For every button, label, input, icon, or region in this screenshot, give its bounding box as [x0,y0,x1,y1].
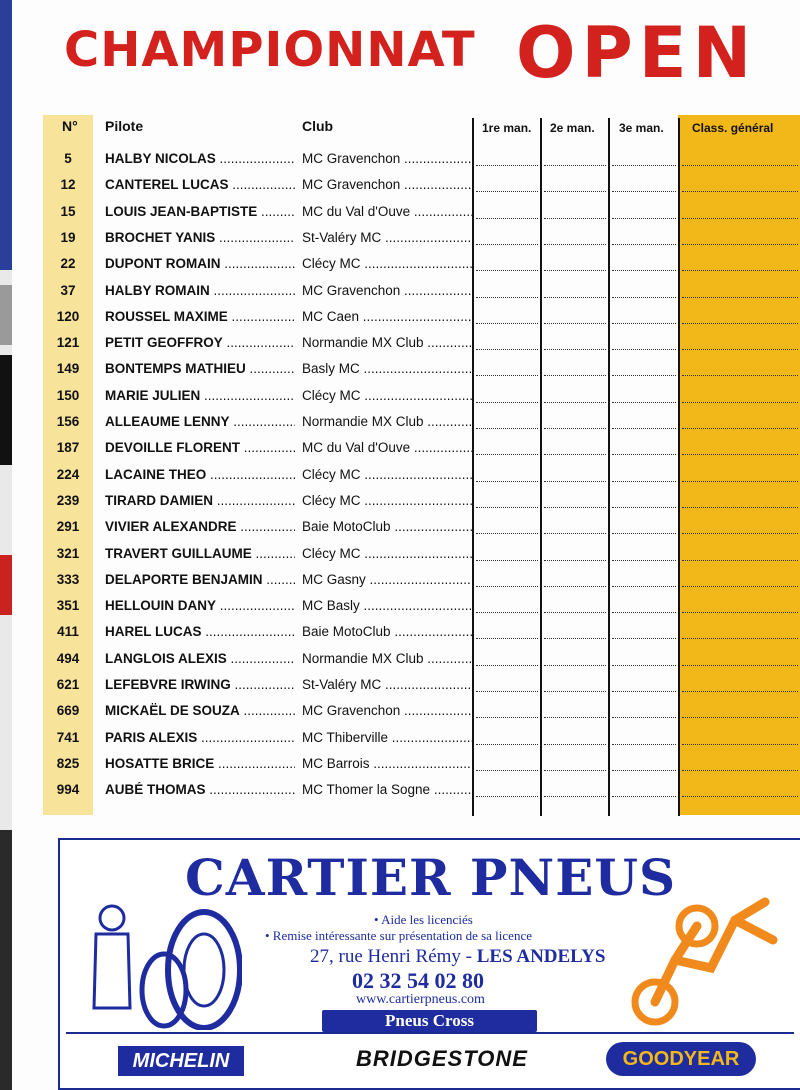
title-championnat: CHAMPIONNAT [64,22,476,78]
result-entry-line [612,784,676,797]
table-row [0,198,800,224]
result-entry-line [682,705,798,718]
result-entry-line [682,732,798,745]
rider-number: 12 [60,177,76,193]
header-run-1: 1re man. [482,121,532,135]
result-entry-line [612,600,676,613]
table-row [0,250,800,276]
result-entry-line [544,442,606,455]
header-run-3: 3e man. [619,121,664,135]
result-entry-line [544,179,606,192]
table-row [0,566,800,592]
rider-number: 149 [56,361,80,377]
result-entry-line [544,705,606,718]
result-entry-line [682,337,798,350]
result-entry-line [682,416,798,429]
result-entry-line [612,416,676,429]
edge-block-dark [0,830,12,1090]
rider-name: MICKAËL DE SOUZA ..... [105,703,295,718]
result-entry-line [612,285,676,298]
table-row [0,277,800,303]
result-entry-line [682,521,798,534]
result-entry-line [612,626,676,639]
result-entry-line [544,758,606,771]
result-entry-line [612,311,676,324]
result-entry-line [682,258,798,271]
result-entry-line [682,600,798,613]
result-entry-line [476,600,538,613]
result-entry-line [476,258,538,271]
rider-name: PARIS ALEXIS ..... [105,730,295,745]
rider-club: Normandie MX Club ..... [302,414,472,429]
table-row [0,408,800,434]
table-row [0,540,800,566]
table-row [0,724,800,750]
rider-name: DUPONT ROMAIN ..... [105,256,295,271]
rider-number: 825 [56,755,80,771]
rider-name: HELLOUIN DANY ..... [105,598,295,613]
table-row [0,171,800,197]
rider-number: 741 [56,729,80,745]
result-entry-line [544,469,606,482]
table-row [0,487,800,513]
rider-club: MC Gravenchon ..... [302,283,472,298]
sponsor-ad [58,838,800,1090]
result-entry-line [544,285,606,298]
result-entry-line [612,705,676,718]
rider-number: 120 [56,308,80,324]
rider-number: 5 [64,151,72,166]
result-entry-line [612,258,676,271]
result-entry-line [682,758,798,771]
result-entry-line [476,679,538,692]
result-entry-line [544,732,606,745]
result-entry-line [476,469,538,482]
rider-number: 621 [56,677,80,692]
result-entry-line [544,574,606,587]
table-row [0,697,800,723]
result-entry-line [544,337,606,350]
table-row [0,461,800,487]
rider-name: HALBY ROMAIN ..... [105,283,295,298]
table-row [0,382,800,408]
result-entry-line [544,206,606,219]
result-entry-line [612,390,676,403]
table-row [0,224,800,250]
rider-club: Baie MotoClub ..... [302,519,472,534]
rider-name: MARIE JULIEN ..... [105,388,295,403]
rider-name: BROCHET YANIS ..... [105,230,295,245]
table-row [0,776,800,802]
ad-website[interactable]: www.cartierpneus.com [356,992,485,1007]
result-entry-line [682,784,798,797]
table-row [0,145,800,171]
ad-bullet-1: • Aide les licenciés [374,912,473,927]
rider-number: 239 [56,492,80,508]
rider-club: Clécy MC ..... [302,493,472,508]
result-entry-line [682,363,798,376]
result-entry-line [544,153,606,166]
result-entry-line [476,416,538,429]
table-row [0,329,800,355]
rider-club: Clécy MC ..... [302,388,472,403]
rider-club: MC Gasny ..... [302,572,472,587]
rider-club: St-Valéry MC ..... [302,677,472,692]
rider-club: MC Caen ..... [302,309,472,324]
rider-club: MC du Val d'Ouve ..... [302,204,472,219]
rider-number: 351 [56,598,80,614]
result-entry-line [612,574,676,587]
result-entry-line [544,363,606,376]
result-entry-line [544,416,606,429]
ad-address [310,946,605,968]
ad-city: LES ANDELYS [476,946,606,967]
result-entry-line [476,442,538,455]
result-entry-line [476,732,538,745]
result-entry-line [682,390,798,403]
result-entry-line [476,784,538,797]
result-entry-line [476,758,538,771]
result-entry-line [682,574,798,587]
rider-name: HALBY NICOLAS ..... [105,151,295,166]
result-entry-line [682,495,798,508]
rider-name: TRAVERT GUILLAUME ..... [105,546,295,561]
result-entry-line [476,179,538,192]
result-entry-line [544,784,606,797]
rider-number: 669 [56,703,80,719]
result-entry-line [612,469,676,482]
result-entry-line [682,179,798,192]
result-entry-line [544,232,606,245]
header-general-ranking: Class. général [692,121,774,135]
rider-club: MC du Val d'Ouve ..... [302,440,472,455]
michelin-logo: MICHELIN [118,1046,244,1076]
result-entry-line [612,363,676,376]
table-row [0,671,800,697]
rider-club: Baie MotoClub ..... [302,624,472,639]
rider-number: 156 [56,414,80,429]
result-entry-line [476,495,538,508]
result-entry-line [682,232,798,245]
table-row [0,645,800,671]
bridgestone-logo: BRIDGESTONE [356,1046,528,1071]
rider-number: 321 [56,545,80,561]
rider-club: MC Basly ..... [302,598,472,613]
result-entry-line [476,626,538,639]
rider-club: MC Gravenchon ..... [302,177,472,192]
result-entry-line [476,521,538,534]
rider-name: HAREL LUCAS ..... [105,624,295,639]
table-row [0,618,800,644]
result-entry-line [476,206,538,219]
rider-number: 19 [60,229,76,245]
rider-name: LACAINE THEO ..... [105,467,295,482]
rider-name: HOSATTE BRICE ..... [105,756,295,771]
header-number: N° [62,118,78,134]
result-entry-line [612,179,676,192]
result-entry-line [476,548,538,561]
table-row [0,592,800,618]
rider-number: 291 [56,519,80,535]
rider-name: VIVIER ALEXANDRE ..... [105,519,295,534]
rider-club: Clécy MC ..... [302,467,472,482]
result-entry-line [544,653,606,666]
result-entry-line [544,626,606,639]
result-entry-line [612,206,676,219]
result-entry-line [612,548,676,561]
result-entry-line [682,653,798,666]
result-entry-line [544,258,606,271]
rider-number: 494 [56,650,80,666]
header-run-2: 2e man. [550,121,595,135]
rider-club: Clécy MC ..... [302,546,472,561]
rider-name: LOUIS JEAN-BAPTISTE ..... [105,204,295,219]
rider-name: TIRARD DAMIEN ..... [105,493,295,508]
rider-name: PETIT GEOFFROY ..... [105,335,295,350]
result-entry-line [544,495,606,508]
rider-name: ALLEAUME LENNY ..... [105,414,295,429]
ad-street: 27, rue Henri Rémy - [310,946,477,967]
table-row [0,513,800,539]
rider-club: MC Gravenchon ..... [302,151,472,166]
rider-name: DEVOILLE FLORENT ..... [105,440,295,455]
rider-name: LEFEBVRE IRWING ..... [105,677,295,692]
result-entry-line [682,442,798,455]
result-entry-line [544,548,606,561]
rider-club: Normandie MX Club ..... [302,651,472,666]
rider-number: 15 [60,203,76,219]
rider-name: ROUSSEL MAXIME ..... [105,309,295,324]
result-entry-line [682,626,798,639]
ad-title: CARTIER PNEUS [185,848,677,907]
table-row [0,750,800,776]
rider-number: 150 [56,387,80,403]
result-entry-line [544,679,606,692]
result-entry-line [476,653,538,666]
rider-name: BONTEMPS MATHIEU ..... [105,361,295,376]
result-entry-line [476,153,538,166]
result-entry-line [476,232,538,245]
rider-number: 994 [56,782,80,798]
header-club: Club [302,118,334,134]
rider-club: MC Thomer la Sogne ..... [302,782,472,797]
table-row [0,303,800,329]
result-entry-line [544,311,606,324]
rider-name: CANTEREL LUCAS ..... [105,177,295,192]
rider-club: MC Barrois ..... [302,756,472,771]
result-entry-line [476,574,538,587]
result-entry-line [476,285,538,298]
rider-number: 37 [60,282,76,298]
result-entry-line [612,153,676,166]
result-entry-line [476,705,538,718]
rider-club: Clécy MC ..... [302,256,472,271]
tire-mechanic-icon [82,890,242,1030]
result-entry-line [612,758,676,771]
result-entry-line [612,442,676,455]
rider-number: 121 [56,335,80,351]
result-entry-line [682,153,798,166]
result-entry-line [682,206,798,219]
rider-club: Normandie MX Club ..... [302,335,472,350]
rider-name: AUBÉ THOMAS ..... [105,782,295,797]
rider-club: Basly MC ..... [302,361,472,376]
page-title [60,8,780,94]
result-entry-line [612,653,676,666]
result-entry-line [612,521,676,534]
rider-club: MC Gravenchon ..... [302,703,472,718]
motocross-jump-icon [615,880,785,1030]
result-entry-line [612,232,676,245]
table-row [0,355,800,381]
rider-number: 187 [56,440,80,456]
result-entry-line [612,679,676,692]
rider-club: St-Valéry MC ..... [302,230,472,245]
result-entry-line [682,469,798,482]
header-pilot: Pilote [105,118,144,134]
result-entry-line [612,495,676,508]
rider-name: LANGLOIS ALEXIS ..... [105,651,295,666]
table-row [0,434,800,460]
rider-number: 224 [56,466,80,482]
rider-club: MC Thiberville ..... [302,730,472,745]
result-entry-line [476,390,538,403]
result-entry-line [682,679,798,692]
result-entry-line [544,521,606,534]
result-entry-line [476,363,538,376]
result-entry-line [682,285,798,298]
result-entry-line [544,600,606,613]
result-entry-line [682,548,798,561]
result-entry-line [682,311,798,324]
result-entry-line [544,390,606,403]
ad-banner: Pneus Cross [322,1010,537,1032]
title-open: OPEN [516,12,758,94]
rider-number: 22 [60,256,76,272]
goodyear-logo: GOODYEAR [606,1042,756,1076]
ad-bullet-2: • Remise intéressante sur présentation de sa licence [265,928,532,943]
result-entry-line [612,337,676,350]
rider-name: DELAPORTE BENJAMIN ..... [105,572,295,587]
rider-number: 411 [57,624,79,640]
rider-number: 333 [56,571,80,587]
result-entry-line [476,311,538,324]
ad-phone: 02 32 54 02 80 [352,968,484,993]
brand-logos [66,1032,794,1086]
result-entry-line [612,732,676,745]
result-entry-line [476,337,538,350]
